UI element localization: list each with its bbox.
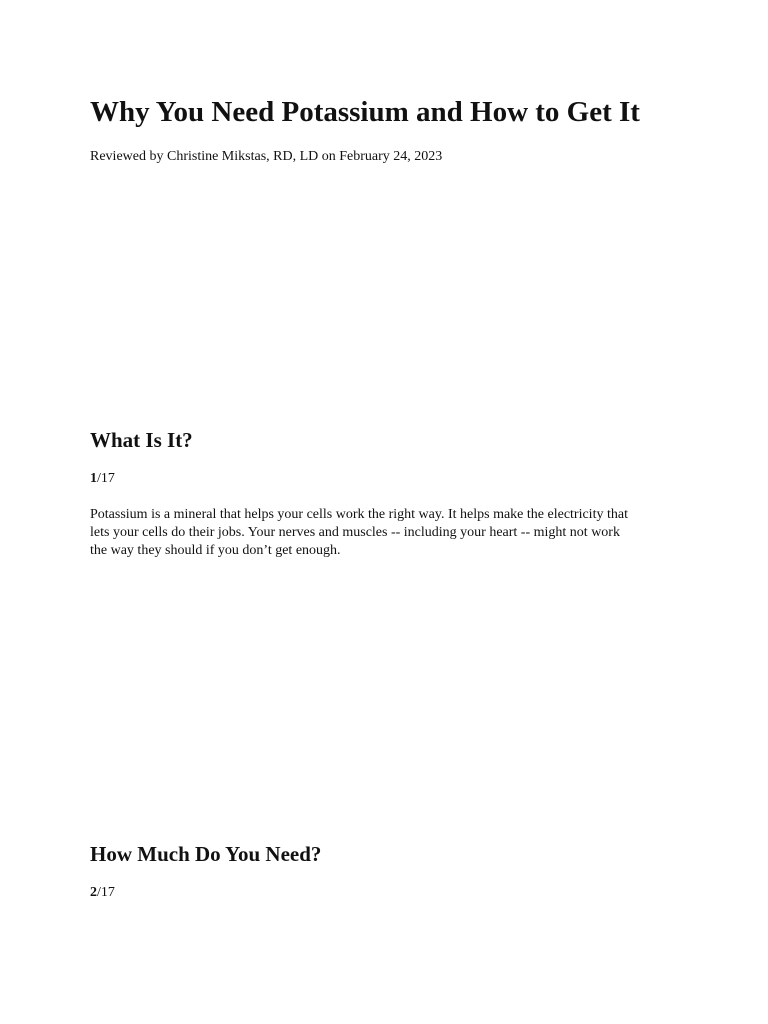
reviewer-byline: Reviewed by Christine Mikstas, RD, LD on February 24, 2023 — [90, 149, 443, 164]
section-heading-how-much: How Much Do You Need? — [90, 842, 322, 866]
slide-current-number: 1 — [90, 471, 97, 486]
slide-counter — [90, 884, 115, 902]
slide-total: /17 — [97, 885, 115, 900]
section-body-paragraph — [90, 506, 690, 560]
article-title: Why You Need Potassium and How to Get It — [90, 96, 640, 128]
slide-total: /17 — [97, 471, 115, 486]
paragraph-line: lets your cells do their jobs. Your nerves and muscles -- including your heart -- might not work — [90, 525, 620, 540]
paragraph-line: the way they should if you don’t get enough. — [90, 543, 341, 558]
slide-current-number: 2 — [90, 885, 97, 900]
paragraph-line: Potassium is a mineral that helps your cells work the right way. It helps make the electricity that — [90, 507, 628, 522]
slide-counter — [90, 470, 115, 488]
section-heading-what-is-it: What Is It? — [90, 428, 193, 452]
